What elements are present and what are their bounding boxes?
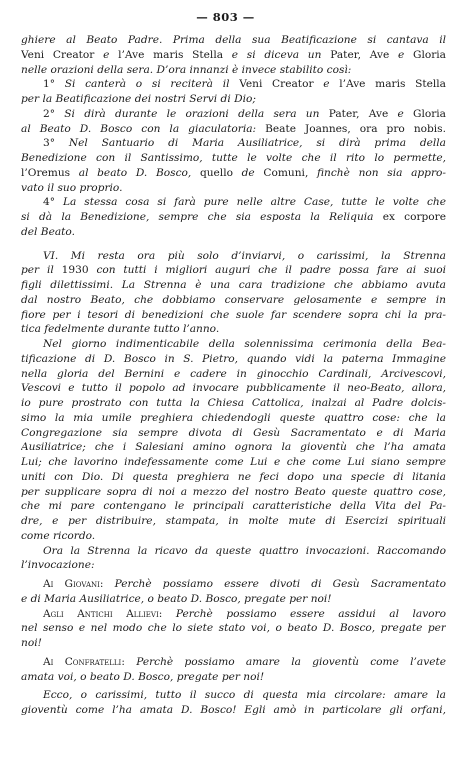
paragraph-gap xyxy=(21,240,446,249)
text-segment: nella gloria del Bernini e cadere in ginocchio Cardinali, Arcivescovi, xyxy=(21,367,446,380)
text-line xyxy=(21,322,446,337)
text-line xyxy=(21,249,446,264)
text-segment: Vescovi e tutto il popolo ad invocare pubblicamente il neo-Beato, allora, xyxy=(21,382,446,395)
text-segment: con tutti i migliori auguri che il padre possa fare ai suoi xyxy=(96,264,446,277)
text-segment: Perchè possiamo essere divoti di Gesù Sacramentato xyxy=(114,578,446,590)
text-line xyxy=(21,688,446,703)
text-line xyxy=(21,426,446,441)
text-segment: finchè non sia appro- xyxy=(316,166,446,179)
text-segment: dal nostro Beato, che dobbiamo conservare gelosamente e sempre in xyxy=(21,293,446,306)
text-segment: figli dilettissimi. La Strenna è una cara tradizione che abbiamo avuta xyxy=(21,279,446,291)
text-line xyxy=(21,607,446,622)
text-segment: Veni Creator xyxy=(21,48,104,61)
text-segment: Nel Santuario di Maria Ausiliatrice, si dirà prima della xyxy=(68,137,446,150)
text-segment: Si dirà durante le orazioni della sera un xyxy=(64,107,329,120)
text-line xyxy=(21,621,446,636)
text-line xyxy=(21,136,446,151)
text-segment: e di Maria Ausiliatrice, o beato D. Bosco, pregate per noi! xyxy=(21,592,332,605)
text-line xyxy=(21,181,446,196)
text-segment: Comuni, xyxy=(263,166,317,179)
text-segment: l’Oremus xyxy=(21,166,79,179)
text-segment: come ricordo. xyxy=(21,529,96,542)
text-line xyxy=(21,485,446,500)
text-segment: Nel giorno indimenticabile della solennissima cerimonia della Bea- xyxy=(43,338,446,350)
text-line xyxy=(21,655,446,670)
text-line xyxy=(21,77,446,92)
text-segment: ex corpore xyxy=(382,211,446,223)
addressee-label: Agli Antichi Allievi: xyxy=(43,607,176,620)
text-line xyxy=(21,278,446,293)
text-line xyxy=(21,151,446,166)
text-segment: 3° xyxy=(43,137,69,150)
text-line xyxy=(21,636,446,651)
text-segment: del Beato. xyxy=(21,225,75,238)
text-segment: e xyxy=(397,48,413,61)
text-segment: al beato D. Bosco, xyxy=(78,166,200,179)
text-segment: l’Ave maris Stella xyxy=(118,48,232,61)
text-segment: l’invocazione: xyxy=(21,559,95,572)
text-line xyxy=(21,293,446,308)
text-line xyxy=(21,470,446,485)
text-segment: Si canterà o si reciterà il xyxy=(64,78,240,91)
text-line xyxy=(21,92,446,107)
text-line xyxy=(21,670,446,685)
text-segment: Ecco, o carissimi, tutto il succo di questa mia circolare: amare la xyxy=(43,689,446,702)
text-segment: de xyxy=(241,166,264,179)
text-segment: noi! xyxy=(21,637,42,649)
addressee-label: Ai Confratelli: xyxy=(43,655,137,668)
text-segment: La stessa cosa si farà pure nelle altre Case, tutte le volte che xyxy=(62,196,446,209)
text-segment: e si diceva un xyxy=(231,48,331,61)
text-segment: Perchè possiamo amare la gioventù come l’avete xyxy=(136,655,446,668)
text-segment: fiore per i tesori di benedizioni che suole far scendere sopra chi la pra- xyxy=(21,308,446,321)
text-segment: Congregazione sia sempre divota di Gesù Sacramentato e di Maria xyxy=(21,426,446,439)
text-line xyxy=(21,592,446,607)
text-segment: Perchè possiamo essere assidui al lavoro xyxy=(175,607,446,620)
page-number: — 803 — xyxy=(196,10,255,24)
text-line xyxy=(21,210,446,225)
text-line xyxy=(21,166,446,181)
text-segment: 2° xyxy=(43,107,65,120)
text-segment: tica fedelmente durante tutto l’anno. xyxy=(21,323,220,336)
text-segment: l’Ave maris Stella xyxy=(339,78,446,91)
text-line xyxy=(21,577,446,592)
text-line xyxy=(21,263,446,278)
text-segment: che mi pare contengano le principali caratteristiche della Vita del Pa- xyxy=(21,500,446,513)
text-line xyxy=(21,48,446,63)
text-line xyxy=(21,514,446,529)
text-line xyxy=(21,33,446,48)
text-segment: simo la mia umile preghiera chiedendogli queste quattro cose: che la xyxy=(21,411,446,424)
text-line xyxy=(21,558,446,573)
text-segment: Pater, Ave xyxy=(328,107,398,120)
text-segment: 1930 xyxy=(61,264,97,277)
text-segment: io pure prostrato con tutta la Chiesa Cattolica, inalzai al Padre dolcis- xyxy=(21,397,446,409)
text-segment: per la Beatificazione dei nostri Servi di Dio; xyxy=(21,93,256,105)
text-line xyxy=(21,411,446,426)
text-segment: per il xyxy=(21,264,62,277)
text-line xyxy=(21,455,446,470)
text-segment: Lui; che lavorino indefessamente come Lui e che come Lui siano sempre xyxy=(21,456,446,468)
text-line xyxy=(21,529,446,544)
text-segment: vato il suo proprio. xyxy=(21,181,123,194)
text-segment: ghiere al Beato Padre. Prima della sua Beatificazione si cantava il xyxy=(21,34,446,46)
body-text xyxy=(21,33,446,718)
text-line xyxy=(21,195,446,210)
text-line xyxy=(21,381,446,396)
text-segment: Ausiliatrice; che i Salesiani amino ognora la gioventù che l’ha amata xyxy=(21,441,446,454)
text-line xyxy=(21,703,446,718)
text-segment: e xyxy=(103,48,119,61)
text-segment: amata voi, o beato D. Bosco, pregate per noi! xyxy=(21,670,265,683)
text-line xyxy=(21,122,446,137)
text-segment: uniti con Dio. Di questa preghiera ne feci dopo una specie di litania xyxy=(21,470,446,483)
text-segment: al Beato D. Bosco con la giaculatoria: xyxy=(21,122,266,135)
text-line xyxy=(21,308,446,323)
text-line xyxy=(21,440,446,455)
text-segment: si dà la Benedizione, sempre che sia esposta la Reliquia xyxy=(21,211,383,223)
text-line xyxy=(21,396,446,411)
text-line xyxy=(21,225,446,240)
text-segment: Gloria xyxy=(413,48,446,61)
text-line xyxy=(21,352,446,367)
text-line xyxy=(21,107,446,122)
text-segment: Ora la Strenna la ricavo da queste quattro invocazioni. Raccomando xyxy=(43,544,446,557)
text-segment: nelle orazioni della sera. D’ora innanzi è invece stabilito così: xyxy=(21,63,352,76)
text-segment: e xyxy=(397,107,413,120)
addressee-label: Ai Giovani: xyxy=(43,578,115,590)
text-segment: VI. Mi resta ora più solo d’inviarvi, o carissimi, la Strenna xyxy=(43,249,446,262)
text-segment: 4° xyxy=(43,196,63,209)
text-segment: Pater, Ave xyxy=(330,48,398,61)
text-line xyxy=(21,367,446,382)
text-segment: nel senso e nel modo che lo siete stato voi, o beato D. Bosco, pregate per xyxy=(21,622,446,635)
text-segment: gioventù come l’ha amata D. Bosco! Egli amò in particolare gli orfani, xyxy=(21,704,446,716)
text-segment: Veni Creator xyxy=(239,78,324,91)
text-segment: tificazione di D. Bosco in S. Pietro, quando vidi la paterna Immagine xyxy=(21,352,446,365)
text-line xyxy=(21,63,446,78)
text-segment: 1° xyxy=(43,78,65,91)
text-segment: quello xyxy=(199,166,242,179)
text-line xyxy=(21,544,446,559)
text-segment: Beate Joannes, ora pro nobis. xyxy=(265,122,446,135)
text-segment: e xyxy=(323,78,340,91)
text-segment: Benedizione con il Santissimo, tutte le volte che il rito lo permette, xyxy=(21,152,446,164)
text-segment: Gloria xyxy=(413,107,446,120)
text-line xyxy=(21,499,446,514)
text-segment: per supplicare sopra di noi a mezzo del nostro Beato queste quattro cose, xyxy=(21,485,446,498)
text-line xyxy=(21,337,446,352)
text-segment: dre, e per distribuire, stampata, in molte mute di Esercizi spirituali xyxy=(21,515,446,527)
